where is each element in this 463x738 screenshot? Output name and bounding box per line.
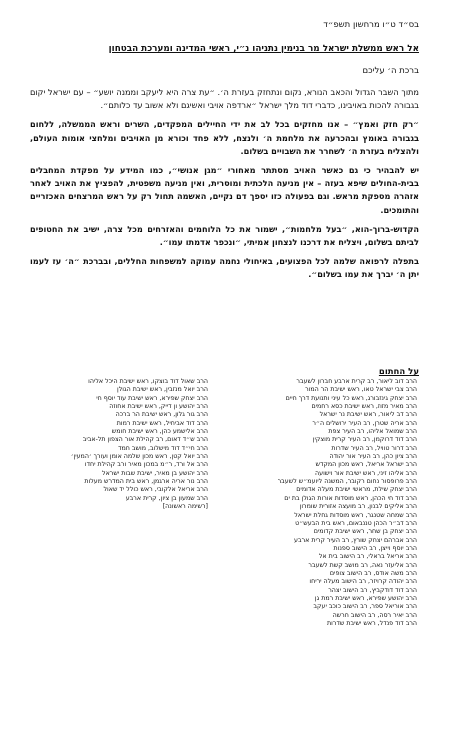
signatory: הרב מאיר מזוז, ראש ישיבת כסא רחמים bbox=[311, 403, 417, 411]
signatory: הרב ציון כהן, רב העיר אור יהודה bbox=[329, 453, 417, 461]
signatories-left-column bbox=[71, 378, 208, 512]
signatory: הרב יאיר רסה, רב הישוב חרשה bbox=[332, 611, 417, 619]
signatory: הרב יצחק בן שחר, ראש ישיבת קדומים bbox=[313, 528, 417, 536]
paragraph-2: ״רק חזק ואמץ״ – אנו מחזקים בכל לב את ידי החיילים המפקדים, השרים וראש הממשלה, ללחום בגבורה באומץ ובהכרעה את מלחמת ה׳ ולנצח, ללא פחד וכורא מן האויבים ומלחצי אומות העולם, ולהצליח בעזרת ה׳ לשחרר את השבויים בשלום. bbox=[30, 119, 419, 156]
signatory: הרב שמעון בן ציון, קרית ארבע bbox=[125, 494, 208, 502]
signatory: הרב ישראל אריאל, ראש מכון המקדש bbox=[315, 461, 417, 469]
signatory: הרב אליעזר נאה, רב מושב קשת לשעבר bbox=[308, 561, 417, 569]
signatory: הרב דרור טוויל, רב העיר שדרות bbox=[331, 444, 417, 452]
paragraph-4: הקדוש-ברוך-הוא, ״בעל מלחמות״, ישמור את כל הלוחמים והאזרחים מכל צרה, ישיב את החטופים לביתם בשלום, ויצליח את דרכנו לנצחון אמיתי, ״ונכפר אדמתו עמו״. bbox=[30, 223, 419, 248]
signatory: הרב יואל מנזבין, ראש ישיבת הגולן bbox=[117, 386, 208, 394]
signatories-right-column bbox=[278, 378, 417, 628]
paragraph-5: בתפלה לרפואה שלמה לכל הפצועים, באיחולי נחמה עמוקה למשפחות החללים, ובברכת ״ה׳ עז לעמו יתן ה׳ יברך את עמו בשלום״. bbox=[30, 256, 419, 280]
signatories-title: על החתום bbox=[378, 367, 419, 377]
signatory: הרב גור גלון, ראש ישיבת הר ברכה bbox=[115, 411, 208, 419]
signatory: הרב דוד פנדל, ראש ישיבת שדרות bbox=[327, 619, 417, 627]
greeting: ברכת ה׳ עליכם bbox=[362, 66, 419, 76]
signatory: הרב חי״ד דוד מישלוב, מושב חמד bbox=[118, 444, 208, 452]
dateline: בס״ד ט״ו מרחשון תשפ״ד bbox=[323, 20, 419, 30]
signatory: הרב נור אריה ארגמן, ראש בית המדרש מעלות bbox=[84, 478, 208, 486]
signatory: הרב דוד חי הכהן, ראש מוסדות אורות הגולן בת ים bbox=[284, 494, 417, 502]
signatory: הרב אל ורד, ר״מ במכון מאיר ורב קהילת יחדו bbox=[84, 461, 208, 469]
signatory: הרב דב ליאור, ראש ישיבת נר ישראל bbox=[319, 411, 417, 419]
signatory: הרב יצחק גינזבורג, ראש כל עיני ותנועת דרך חיים bbox=[285, 394, 417, 402]
signatory: הרב יואל קטן, ראש מכון שלמה אומן ועורך ׳המעין׳ bbox=[70, 453, 208, 461]
signatory: הרב אליהו זיני, ראש ישיבת אור וישועה bbox=[315, 469, 417, 477]
signatory: הרב אברהם יצחק שורץ, רב העיר קרית ארבע bbox=[294, 536, 417, 544]
signatory: הרב אלישמע כהן, ראש ישיבת חומש bbox=[111, 428, 208, 436]
signatory: הרב אריאל אלקובי, ראש כולל יד שאול bbox=[103, 486, 208, 494]
signatory: הרב אליקים לבנון, רב מועצה אזורית שומרון bbox=[299, 503, 417, 511]
signatory: הרב אריה שטרן, רב העיר ירושלים ה״ר bbox=[312, 419, 417, 427]
signatory: הרב יצחק שילת, מראשי ישיבת מעלה אדומים bbox=[296, 486, 417, 494]
signatory: הרב צבי ישראל טאו, ראש ישיבת הר המור bbox=[305, 386, 417, 394]
signatory: הרב אריאל בראלי, רב הישוב בית אל bbox=[318, 553, 417, 561]
signatory: הרב אוריאל ספר, רב הישוב כוכב יעקב bbox=[313, 603, 417, 611]
signatory: הרב שמחה שטנגר, ראש מוסדות גחלת ישראל bbox=[294, 511, 417, 519]
paragraph-3: יש להבהיר כי גם כאשר האויב מסתתר מאחורי ״מגן אנושי״, כמו המידע על מפקדת המחבלים בבית-החולים שיפא בעזה – אין מניעה הלכתית ומוסרית, ואין מניעה משפטית, להפציץ את האויב לאחר אזהרה מספקת מראש. וגם בפעולה כזו יספך דם נקיים, האשמה תחול רק על ראש המרצחים האכזריים והתומכים. bbox=[30, 165, 419, 215]
list-note: [רשימה ראשונה] bbox=[162, 503, 208, 511]
signatory: הרב דוד אביחיל, ראש ישיבת רמות bbox=[116, 419, 208, 427]
signatory: הרב דוב ליאור, רב קרית ארבע חברון לשעבר bbox=[296, 378, 417, 385]
signatory: הרב יצחק שפירא, ראש ישיבת עוד יוסף חי bbox=[96, 394, 208, 402]
signatory: הרב יהושע בן מאיר, ישיבת שבות ישראל bbox=[102, 469, 208, 477]
signatory: הרב יוסף וייצן, רב הישוב ספנות bbox=[333, 544, 417, 552]
signatory: הרב יהושע שפירא, ראש ישיבת רמת גן bbox=[314, 594, 417, 602]
letter-body bbox=[30, 86, 419, 288]
signatory: הרב פרופסור נחום רקובר, המשנה ליועמ״ש לשעבר bbox=[277, 478, 417, 486]
signatory: הרב יהודה קרויזר, רב הישוב מעלה יריחו bbox=[309, 578, 417, 586]
signatory: הרב יהושע ון דייק, ראש ישיבת אחוזה bbox=[109, 403, 208, 411]
signatory: הרב ש״ד דאום, רב קהילת אור הצפון תל-אביב bbox=[82, 436, 208, 444]
signatory: הרב שמואל אליהו, רב העיר צפת bbox=[328, 428, 417, 436]
addressee-line: אל ראש ממשלת ישראל מר בנימין נתניהו נ״י, ראשי המדינה ומערכת הבטחון bbox=[108, 44, 419, 54]
signatory: הרב דוד דרוקמן, רב העיר קרית מוצקין bbox=[312, 436, 417, 444]
signatory: הרב דב״ר הכהן טננבאום, ראש בית הבעש״ט bbox=[295, 519, 417, 527]
signatory: הרב שאול דוד בוצקו, ראש ישיבת היכל אליהו bbox=[88, 378, 208, 385]
signatory: הרב דוד דודקביץ, רב הישוב יצהר bbox=[328, 586, 417, 594]
paragraph-1: מתוך השבר הגדול והכאב הנורא, נקום ונתחזק בעזרת ה׳. ״עת צרה היא ליעקב וממנה יושע״ – עם ישראל יקום בגבורה להכות באויבינו, כדברי דוד מלך ישראל ״ארדפה אויבי ואשיגם ולא אשוב עד כלותם״. bbox=[30, 87, 419, 111]
signatory: הרב משה אודס, רב הישוב צופים bbox=[329, 569, 417, 577]
